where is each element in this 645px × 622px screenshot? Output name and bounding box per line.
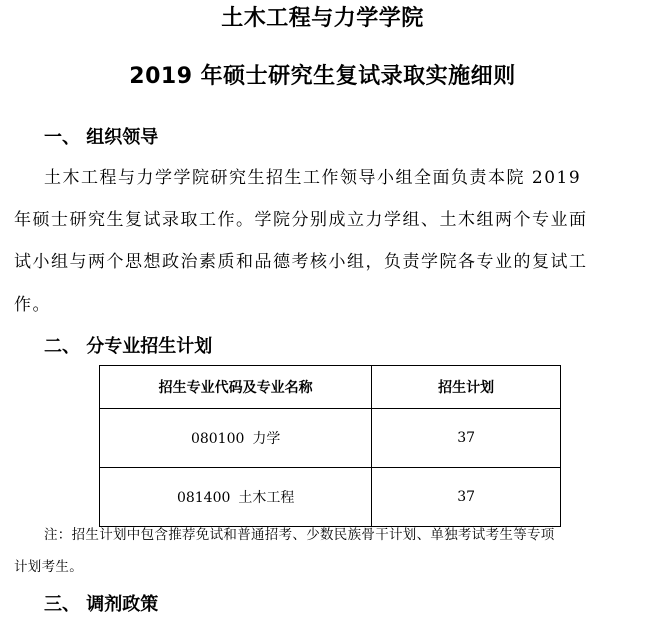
section-heading-organization: 一、 组织领导 [44, 127, 159, 148]
paragraph-line: 土木工程与力学学院研究生招生工作领导小组全面负责本院 2019 [44, 168, 582, 188]
table-note: 计划考生。 [14, 559, 83, 575]
table-row [100, 409, 561, 468]
column-header-major: 招生专业代码及专业名称 [100, 366, 372, 409]
column-header-plan: 招生计划 [372, 366, 561, 409]
paragraph-line: 试小组与两个思想政治素质和品德考核小组，负责学院各专业的复试工 [14, 252, 588, 272]
major-code: 080100 [190, 431, 245, 447]
table-header-row [100, 366, 561, 409]
paragraph-line: 年硕士研究生复试录取工作。学院分别成立力学组、土木组两个专业面 [14, 210, 588, 230]
enrollment-plan-table [99, 365, 561, 527]
major-code: 081400 [176, 490, 231, 506]
section-heading-adjustment-policy: 三、 调剂政策 [44, 594, 159, 615]
major-cell [100, 468, 372, 527]
section-heading-enrollment-plan: 二、 分专业招生计划 [44, 336, 213, 357]
plan-cell: 37 [372, 409, 561, 468]
plan-cell: 37 [372, 468, 561, 527]
major-name: 力学 [252, 431, 281, 447]
document-title: 土木工程与力学学院 [221, 6, 424, 31]
major-cell [100, 409, 372, 468]
major-name: 土木工程 [238, 490, 295, 506]
paragraph-line: 作。 [14, 295, 51, 315]
document-subtitle: 2019 年硕士研究生复试录取实施细则 [129, 64, 516, 89]
table-row [100, 468, 561, 527]
table-note: 注：招生计划中包含推荐免试和普通招考、少数民族骨干计划、单独考试考生等专项 [44, 527, 555, 543]
